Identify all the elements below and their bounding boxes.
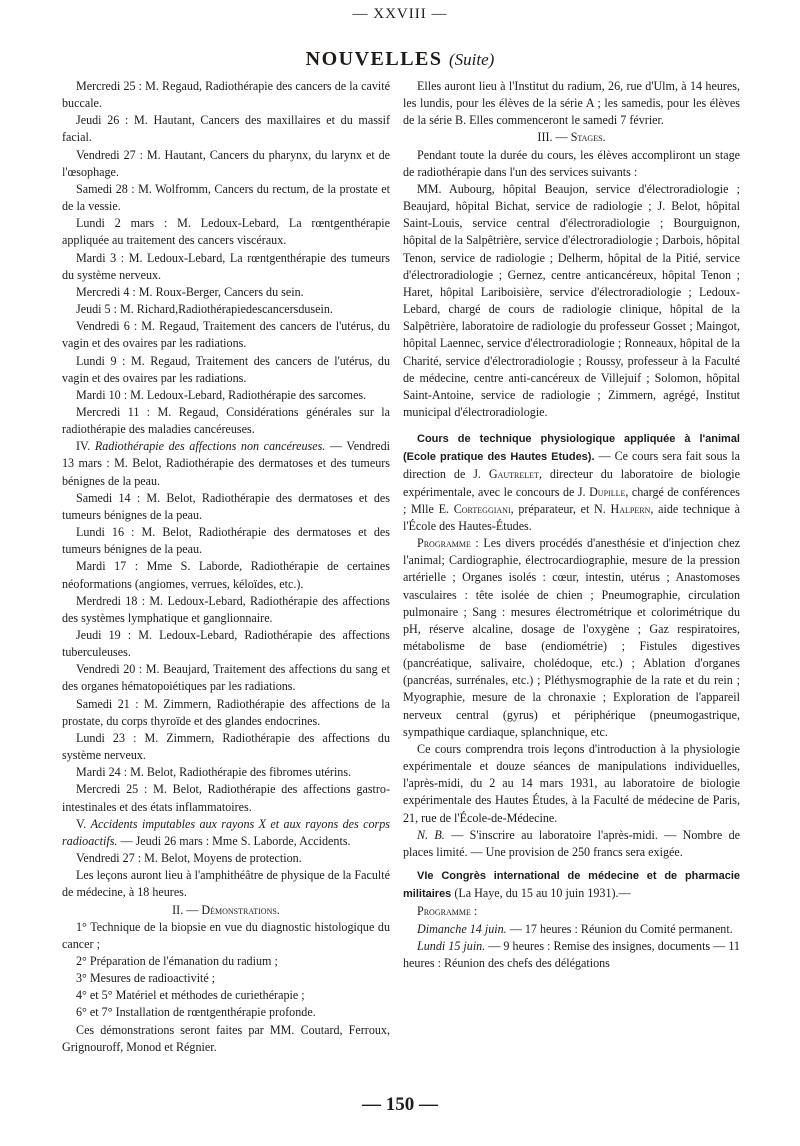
section-iii-heading	[403, 129, 740, 146]
course-announcement	[403, 430, 740, 535]
section-iii-title: Stages.	[570, 130, 606, 145]
program-label: Programme :	[417, 904, 478, 919]
schedule-entry: Lundi 2 mars : M. Ledoux-Lebard, La rœntgenthérapie appliquée au traitement des cancers viscéraux.	[62, 216, 390, 248]
schedule-entry: Merdredi 18 : M. Ledoux-Lebard, Radiothérapie des affections des systèmes lymphatique et ganglionnaire.	[62, 593, 390, 625]
course-text-c: , chargé de conférences ; Mlle E.	[403, 484, 740, 516]
section-ii-title: Démonstrations.	[201, 902, 280, 917]
section-iv-text: — Vendredi 13 mars : M. Belot, Radiothérapie des dermatoses et des tumeurs bénignes de la peau.	[62, 439, 391, 488]
schedule-entry: Mardi 17 : Mme S. Laborde, Radiothérapie de certaines néoformations (angiomes, verrues, kéloïdes, etc.).	[62, 559, 390, 591]
section-iv-label: IV.	[76, 439, 91, 454]
schedule-entry: Mardi 24 : M. Belot, Radiothérapie des fibromes utérins.	[76, 765, 352, 780]
section-title	[0, 48, 800, 71]
schedule-entry: Mercredi 11 : M. Regaud, Considérations générales sur la radiothérapie des maladies cancéreuses.	[62, 404, 390, 437]
list-item: 6° et 7° Installation de rœntgenthérapie profonde.	[76, 1005, 316, 1020]
schedule-entry: Lundi 9 : M. Regaud, Traitement des cancers de l'utérus, du vagin et des ovaires par les radiations.	[62, 353, 390, 385]
page-number: — 150 —	[362, 1094, 438, 1115]
schedule-entry: Mercredi 4 : M. Roux-Berger, Cancers du sein.	[76, 284, 304, 299]
schedule-entry: Mardi 10 : M. Ledoux-Lebard, Radiothérapie des sarcomes.	[76, 387, 367, 402]
course-text-a: — Ce cours sera fait sous la direction de J.	[403, 449, 741, 482]
section-iii-label: III. —	[537, 130, 568, 145]
list-item: 4° et 5° Matériel et méthodes de curiethérapie ;	[76, 988, 305, 1003]
note-label: N. B.	[417, 827, 445, 842]
person-name: Dupille	[589, 484, 626, 499]
schedule-entry: Samedi 14 : M. Belot, Radiothérapie des dermatoses et des tumeurs bénignes de la peau.	[62, 490, 390, 522]
note-text: — S'inscrire au laboratoire l'après-midi. — Nombre de places limité. — Une provision de 250 francs sera exigée.	[403, 827, 741, 859]
day-text: — 17 heures : Réunion du Comité permanent.	[509, 921, 733, 936]
list-item: 3° Mesures de radioactivité ;	[76, 971, 216, 986]
section-v	[62, 816, 390, 850]
schedule-entry: Mercredi 25 : M. Regaud, Radiothérapie des cancers de la cavité buccale.	[62, 79, 390, 111]
person-name: Corteggiani	[453, 501, 511, 516]
schedule-entry: Samedi 21 : M. Zimmern, Radiothérapie des affections de la prostate, du corps thyroïde et des glandes endocrines.	[62, 696, 390, 728]
schedule-entry: Jeudi 19 : M. Ledoux-Lebard, Radiothérapie des affections tuberculeuses.	[62, 628, 390, 660]
schedule-entry: Vendredi 27 : M. Hautant, Cancers du pharynx, du larynx et de l'œsophage.	[62, 147, 390, 179]
person-name: Gautrelet	[488, 467, 539, 482]
section-v-title: Accidents imputables aux rayons X et aux rayons des corps radioactifs.	[62, 816, 390, 848]
course-heading: Cours de technique physiologique appliquée à l'animal (Ecole pratique des Hautes Etudes).	[403, 433, 740, 464]
schedule-entry: Jeudi 26 : M. Hautant, Cancers des maxillaires et du massif facial.	[62, 113, 390, 145]
title-suffix: (Suite)	[449, 50, 495, 69]
schedule-entry: Vendredi 6 : M. Regaud, Traitement des cancers de l'utérus, du vagin et des ovaires par les radiations.	[62, 319, 390, 351]
day-label: Dimanche 14 juin.	[417, 921, 507, 936]
schedule-entry	[403, 938, 740, 972]
schedule-entry	[403, 921, 740, 938]
day-label: Lundi 15 juin.	[417, 938, 486, 953]
list-item: 1° Technique de la biopsie en vue du diagnostic histologique du cancer ;	[62, 919, 390, 951]
services-list: MM. Aubourg, hôpital Beaujon, service d'électroradiologie ; Beaujard, hôpital Bichat, service de radiologie ; J. Belot, hôpital Saint-Louis, service central d'électroradiologie ; Bourguignon, hôpital de la Salpêtrière, service d'électroradiologie ; Darbois, hôpital Tenon, service de radiologie ; Delherm, hôpital de la Pitié, service d'électroradiologie ; Gernez, centre anticancéreux, hôpital Tenon ; Haret, hôpital Lariboisière, service d'électroradiologie ; Ledoux-Lebard, chargé de cours de radiologie clinique, hôpital de la Salpêtrière, laboratoire de radiologie du professeur Gosset ; Maingot, hôpital Laennec, service d'électroradiologie ; Ronneaux, hôpital de la Charité, service d'électroradiologie ; Roussy, professeur à la Faculté de médecine, centre anti-cancéreux de Villejuif ; Solomon, hôpital Saint-Antoine, service de radiologie ; Zimmern, agrégé, Institut municipal d'électroradiologie.	[403, 181, 740, 419]
program-text: Les divers procédés d'anesthésie et d'injection chez l'animal; Cardiographie, électrocardiographie, mesure de la pression artérielle ; Organes isolés : cœur, intestin, utérus ; Anastomoses vasculaires : tête isolée de chien ; Pneumographie, circulation pulmonaire ; Sang : mesures électrométrique et colorimétrique du pH, réserve alcaline, dosage de l'oxygène ; Gaz respiratoires, métabolisme de base (endiométrie) ; Fistules digestives (pancréatique, salivaire, cholédoque, etc.) ; Ablation d'organes (pancréas, surrénales, etc.) ; Pléthysmographie de la rate et du rein ; Myographie, mesure de la chronaxie ; Exploration de l'appareil nerveux central (gyrus) et périphérique (pneumogastrique, sympathique cardiaque, splanchnique, etc.	[403, 536, 740, 739]
program-paragraph	[403, 535, 740, 741]
congress-text: (La Haye, du 15 au 10 juin 1931).—	[454, 886, 631, 901]
right-column	[403, 78, 740, 972]
section-iv	[62, 438, 390, 489]
schedule-entry: Mardi 3 : M. Ledoux-Lebard, La rœntgenthérapie des tumeurs du système nerveux.	[62, 250, 390, 282]
roman-page-number: — XXVIII —	[352, 6, 448, 22]
title-text: NOUVELLES	[305, 48, 443, 70]
schedule-entry: Jeudi 5 : M. Richard,Radiothérapiedescancersdusein.	[76, 302, 333, 317]
section-ii-label: II. —	[172, 902, 199, 917]
schedule-entry: Lundi 23 : M. Zimmern, Radiothérapie des affections du système nerveux.	[62, 730, 390, 763]
day-text: — 9 heures : Remise des insignes, documents — 11 heures : Réunion des chefs des délégations	[403, 938, 740, 970]
course-text-d: , préparateur, et N.	[510, 501, 606, 516]
note-paragraph	[403, 827, 740, 861]
congress-heading: VIe Congrès international de médecine et de pharmacie militaires	[403, 870, 740, 901]
paragraph: Ces démonstrations seront faites par MM. Coutard, Ferroux, Grignouroff, Monod et Régnier.	[62, 1022, 390, 1054]
section-v-text: — Jeudi 26 mars : Mme S. Laborde, Accidents.	[120, 833, 351, 848]
paragraph: Pendant toute la durée du cours, les élèves accompliront un stage de radiothérapie dans l'un des services suivants :	[403, 147, 740, 179]
schedule-entry: Mercredi 25 : M. Belot, Radiothérapie des affections gastro-intestinales et des états inflammatoires.	[62, 782, 390, 814]
congress-announcement	[403, 867, 740, 903]
paragraph: Les leçons auront lieu à l'amphithéâtre de physique de la Faculté de médecine, à 18 heures.	[62, 868, 390, 900]
section-ii-heading	[62, 902, 390, 919]
schedule-entry: Lundi 16 : M. Belot, Radiothérapie des dermatoses et des tumeurs bénignes de la peau.	[62, 525, 390, 557]
left-column	[62, 78, 390, 1056]
section-iv-title: Radiothérapie des affections non cancéreuses.	[94, 439, 326, 454]
section-v-label: V.	[76, 816, 87, 831]
list-item: 2° Préparation de l'émanation du radium ;	[76, 953, 278, 968]
paragraph: Elles auront lieu à l'Institut du radium, 26, rue d'Ulm, à 14 heures, les lundis, pour les élèves de la série A ; les samedis, pour les élèves de la série B. Elles commenceront le samedi 7 février.	[403, 79, 740, 128]
person-name: Halpern	[610, 501, 651, 516]
course-text-e: , aide technique à l'École des Hautes-Études.	[403, 501, 740, 533]
schedule-entry: Vendredi 20 : M. Beaujard, Traitement des affections du sang et des organes hématopoiétiques par les radiations.	[62, 662, 390, 694]
paragraph: Ce cours comprendra trois leçons d'introduction à la physiologie expérimentale et douze séances de manipulations individuelles, l'après-midi, du 2 au 14 mars 1931, au laboratoire de biologie expérimentale des Hautes Études, à la Faculté de médecine de Paris, 21, rue de l'École-de-Médecine.	[403, 741, 740, 825]
schedule-entry: Vendredi 27 : M. Belot, Moyens de protection.	[76, 851, 302, 866]
schedule-entry: Samedi 28 : M. Wolfromm, Cancers du rectum, de la prostate et de la vessie.	[62, 181, 390, 214]
program-label: Programme :	[417, 536, 479, 551]
course-text-b: , directeur du laboratoire de biologie expérimentale, avec le concours de J.	[403, 467, 740, 499]
